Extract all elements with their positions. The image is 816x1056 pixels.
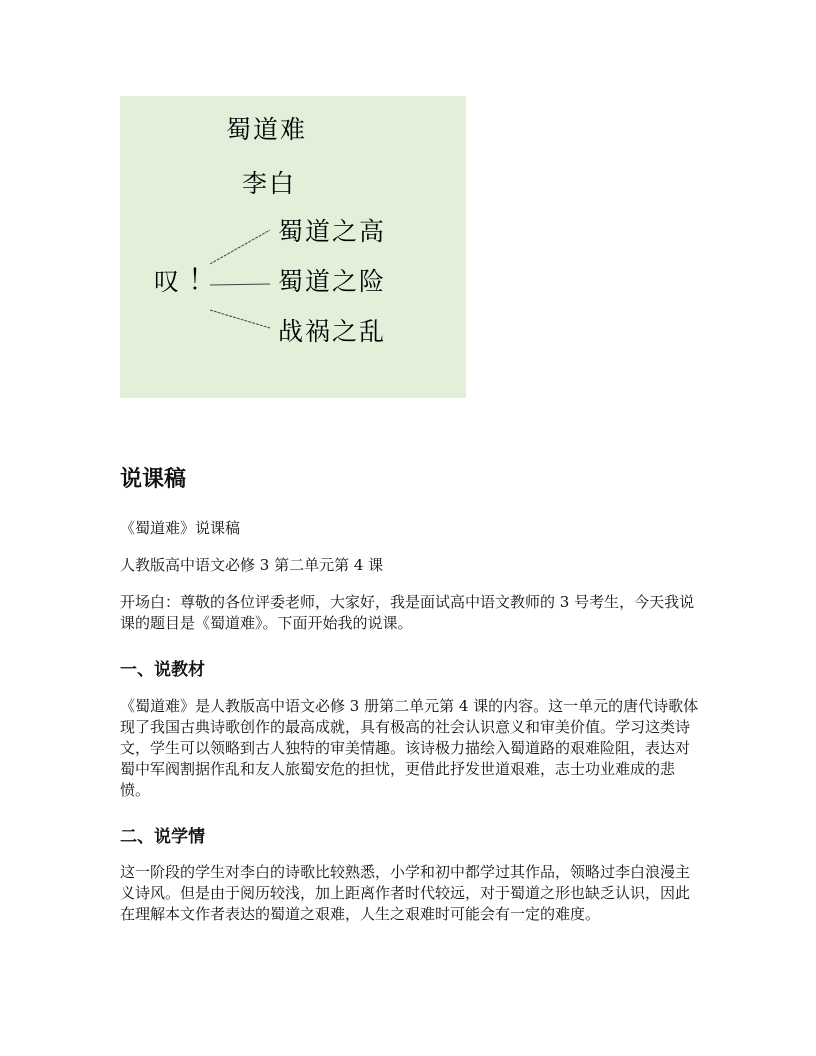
section-text-textbook: 《蜀道难》是人教版高中语文必修 3 册第二单元第 4 课的内容。这一单元的唐代诗歌体现了我国古典诗歌创作的最高成就，具有极高的社会认识意义和审美价值。学习这类诗文，学生可以领略到古人独特的审美情趣。该诗极力描绘入蜀道路的艰难险阻，表达对蜀中军阀割据作乱和友人旅蜀安危的担忧，更借此抒发世道艰难，志士功业难成的悲愤。 [120,697,699,799]
textbook-info-line: 人教版高中语文必修 3 第二单元第 4 课 [120,556,384,574]
lesson-title-line: 《蜀道难》说课稿 [120,519,241,537]
connector-line-middle [210,284,270,285]
figure-sigh: 叹 [154,267,182,296]
figure-author: 李白 [242,169,297,198]
document-heading: 说课稿 [120,467,187,492]
figure-exclamation: ！ [188,263,219,296]
board-figure [120,96,466,398]
connector-line-top [210,230,270,264]
figure-branch-2: 蜀道之险 [278,267,387,296]
opening-paragraph: 开场白：尊敬的各位评委老师，大家好，我是面试高中语文教师的 3 号考生，今天我说课的题目是《蜀道难》。下面开始我的说课。 [120,593,695,632]
connector-line-bottom [210,310,270,328]
section-text-students: 这一阶段的学生对李白的诗歌比较熟悉，小学和初中都学过其作品，领略过李白浪漫主义诗风。但是由于阅历较浅，加上距离作者时代较远，对于蜀道之形也缺乏认识，因此在理解本文作者表达的蜀道之艰难，人生之艰难时可能会有一定的难度。 [120,863,691,923]
figure-branch-3: 战祸之乱 [278,317,387,346]
figure-title: 蜀道难 [226,115,308,144]
section-title-students: 二、说学情 [120,827,205,847]
figure-branch-1: 蜀道之高 [278,217,387,246]
section-title-textbook: 一、说教材 [120,660,205,680]
